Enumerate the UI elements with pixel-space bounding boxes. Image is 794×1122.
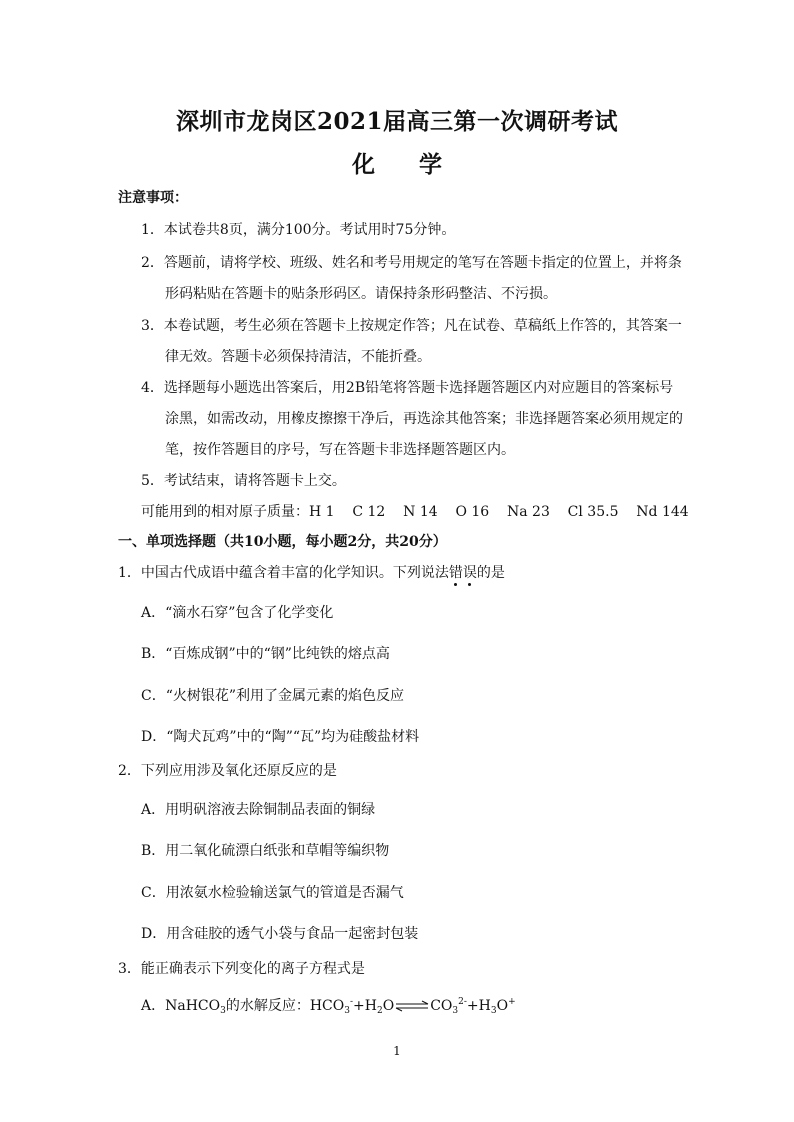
q3a-text: +H xyxy=(353,998,377,1014)
q1-stem-end: 的是 xyxy=(476,565,505,581)
subject-title: 化 学 xyxy=(351,151,460,178)
section-heading-single-choice: 一、单项选择题（共10小题，每小题2分，共20分） xyxy=(118,534,447,550)
page-number: 1 xyxy=(393,1044,401,1058)
q3a-text-mid: 的水解反应：HCO xyxy=(225,998,345,1014)
q3a-text-prefix: A．NaHCO xyxy=(141,998,221,1014)
note-item-1: 1．本试卷共8页，满分100分。考试用时75分钟。 xyxy=(141,222,456,238)
q3a-subscript: 3 xyxy=(220,1006,226,1016)
q2-option-b: B．用二氧化硫漂白纸张和草帽等编织物 xyxy=(141,843,390,859)
note-item-2-cont: 形码粘贴在答题卡的贴条形码区。请保持条形码整洁、不污损。 xyxy=(165,286,557,302)
note-item-4-cont1: 涂黑，如需改动，用橡皮擦擦干净后，再选涂其他答案；非选择题答案必须用规定的 xyxy=(165,411,683,427)
q2-option-a: A．用明矾溶液去除铜制品表面的铜绿 xyxy=(141,802,376,818)
q3a-subscript: 2 xyxy=(376,1006,383,1016)
exam-title: 深圳市龙岗区2021届高三第一次调研考试 xyxy=(175,108,618,135)
q3a-subscript: 3 xyxy=(452,1006,459,1016)
q3a-text: CO xyxy=(430,998,453,1014)
q2-option-c: C．用浓氨水检验输送氯气的管道是否漏气 xyxy=(141,885,404,901)
q1-emphasis-char-2: 误 xyxy=(462,565,477,581)
q3a-subscript: 3 xyxy=(344,1006,350,1016)
q3-option-a xyxy=(141,995,516,1016)
q1-stem-text: 1．中国古代成语中蕴含着丰富的化学知识。下列说法 xyxy=(118,565,449,581)
note-item-4: 4．选择题每小题选出答案后，用2B铅笔将答题卡选择题答题区内对应题目的答案标号 xyxy=(141,380,674,396)
note-item-3: 3．本卷试题，考生必须在答题卡上按规定作答；凡在试卷、草稿纸上作答的，其答案一 xyxy=(141,318,682,334)
note-item-4-cont2: 笔，按作答题目的序号，写在答题卡非选择题答题区内。 xyxy=(165,442,515,458)
q3a-text: O xyxy=(382,998,395,1014)
q1-option-c: C．“火树银花”利用了金属元素的焰色反应 xyxy=(141,688,405,704)
note-item-5: 5．考试结束，请将答题卡上交。 xyxy=(141,473,346,489)
notes-heading: 注意事项： xyxy=(118,190,188,206)
q3a-subscript: 3 xyxy=(490,1006,497,1016)
q3a-superscript: + xyxy=(508,997,516,1007)
atomic-masses: 可能用到的相对原子质量：H 1 C 12 N 14 O 16 Na 23 Cl 35.5 Nd 144 xyxy=(141,504,689,520)
note-item-3-cont: 律无效。答题卡必须保持清洁，不能折叠。 xyxy=(165,349,431,365)
q3a-superscript: 2- xyxy=(458,997,467,1007)
q1-option-a: A．“滴水石穿”包含了化学变化 xyxy=(141,605,334,621)
q1-emphasis-char-1: 错 xyxy=(448,565,463,581)
q3a-text: +H xyxy=(466,998,491,1014)
equilibrium-arrows-icon xyxy=(395,1000,429,1012)
question-2-stem: 2．下列应用涉及氧化还原反应的是 xyxy=(118,763,337,779)
question-1-stem xyxy=(118,562,505,582)
q3a-superscript: - xyxy=(349,997,354,1007)
q1-option-d: D．“陶犬瓦鸡”中的“陶”“瓦”均为硅酸盐材料 xyxy=(141,729,420,745)
note-item-2: 2．答题前，请将学校、班级、姓名和考号用规定的笔写在答题卡指定的位置上，并将条 xyxy=(141,255,682,271)
q1-option-b: B．“百炼成钢”中的“钢”比纯铁的熔点高 xyxy=(141,646,390,662)
question-3-stem: 3．能正确表示下列变化的离子方程式是 xyxy=(118,961,365,977)
q3a-text: O xyxy=(496,998,509,1014)
q2-option-d: D．用含硅胶的透气小袋与食品一起密封包装 xyxy=(141,926,419,942)
